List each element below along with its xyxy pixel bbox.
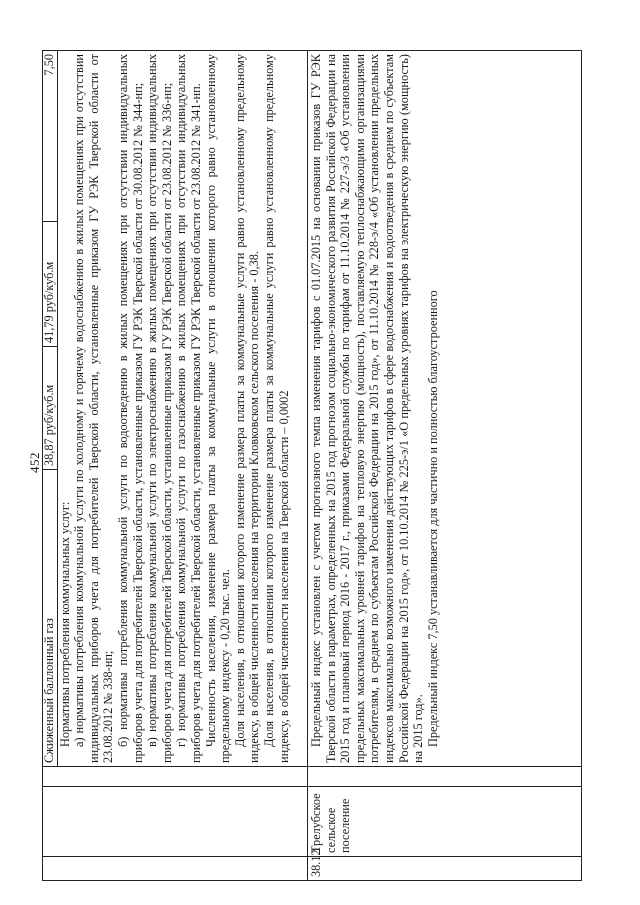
row-number-cell: 38.12: [308, 857, 582, 881]
norms-title: Нормативы потребления коммунальных услуг:: [57, 501, 72, 747]
gas-label: Сжиженный баллонный газ: [42, 470, 57, 767]
row-empty-cell: [43, 767, 308, 787]
row-empty-cell: [308, 767, 582, 787]
index-basis-paragraph: Предельный индекс установлен с учетом прогнозного темпа изменения тарифов с 01.07.2015 на основании приказов ГУ РЭК Тверской области в параметрах, определенных на 2015 год прогнозом социально-экономического развития Российской Федерации на 2015 год и плановый период 2016 - 2017 г., приказами Федеральной службы по тарифам от 11.10.2014 № 227-э/3 «Об установлении предельных максимальных уровней тарифов на тепловую энергию (мощность), поставляемую теплоснабжающими организациями потребителям, в среднем по субъектам Российской Федерации на 2015 год», от 11.10.2014 № 228-э/4 «Об установлении предельных индексов максимально возможного изменения действующих тарифов в сфере водоснабжения и водоотведения в среднем по субъектам Российской Федерации на 2015 год», от 10.10.2014 № 225-э/1 «О предельных уровнях тарифов на электрическую энергию (мощность) на 2015 год».: [309, 54, 426, 763]
gas-value-b: 41,79 руб/куб.м: [42, 222, 57, 347]
norms-item-b: б) нормативы потребления коммунальной услуги по водоотведению в жилых помещениях при отсутствии индивидуальных приборов учета для потребителей Тверской области, установленные приказом ГУ РЭК Тверской области от 30.08.2012 № 344-нп;: [115, 54, 145, 763]
row-name-cell: [43, 787, 308, 857]
norms-item-c: в) нормативы потребления коммунальной услуги по электроснабжению в жилых помещениях при отсутствии индивидуальных приборов учета для потребителей Тверской области, установленные приказом ГУ РЭК Тверской области от 23.08.2012 № 336-нп;: [145, 54, 174, 763]
share-settlement-paragraph: Доля населения, в отношении которого изменение размера платы за коммунальные услуги равно установленному предельному индексу, в общей численности населения на территории Кловковском сельского поселения - 0,38.: [232, 54, 262, 763]
index-description-cell: [308, 51, 582, 767]
row-number-cell: [43, 857, 308, 881]
settlement-name-cell: Трелубское сельское поселение: [308, 787, 582, 857]
population-paragraph: Численность населения, изменение размера платы за коммунальные услуги в отношении которого равно установленному предельному индексу - 0,20 тыс. чел.: [203, 54, 233, 763]
gas-row: [42, 51, 57, 766]
norms-item-a: а) нормативы потребления коммунальной услуги по холодному и горячему водоснабжению в жилых помещениях при отсутствии индивидуальных приборов учета для потребителей Тверской области, установленные приказом ГУ РЭК Тверской области от 23.08.2012 № 338-нп;: [72, 54, 116, 763]
norms-item-d: г) нормативы потребления коммунальной услуги по газоснабжению в жилых помещениях при отсутствии индивидуальных приборов учета для потребителей Тверской области, установленные приказом ГУ РЭК Тверской области от 23.08.2012 № 341-нп.: [174, 54, 203, 763]
share-region-paragraph: Доля населения, в отношении которого изменение размера платы за коммунальные услуги равно установленному предельному индексу, в общей численности населения на Тверской области – 0,0002: [261, 54, 291, 763]
tariff-table: [42, 50, 582, 881]
gas-value-a: 38,87 руб/куб.м: [42, 347, 57, 470]
norms-cell: [43, 51, 308, 767]
table-row: [43, 51, 308, 881]
gas-value-c: 7,50: [42, 51, 57, 222]
gas-row-table: [42, 51, 58, 766]
index-value-paragraph: Предельный индекс 7,50 устанавливается для частично и полностью благоустроенного: [425, 290, 440, 747]
table-row: [308, 51, 582, 881]
page-number: 452: [27, 452, 42, 473]
